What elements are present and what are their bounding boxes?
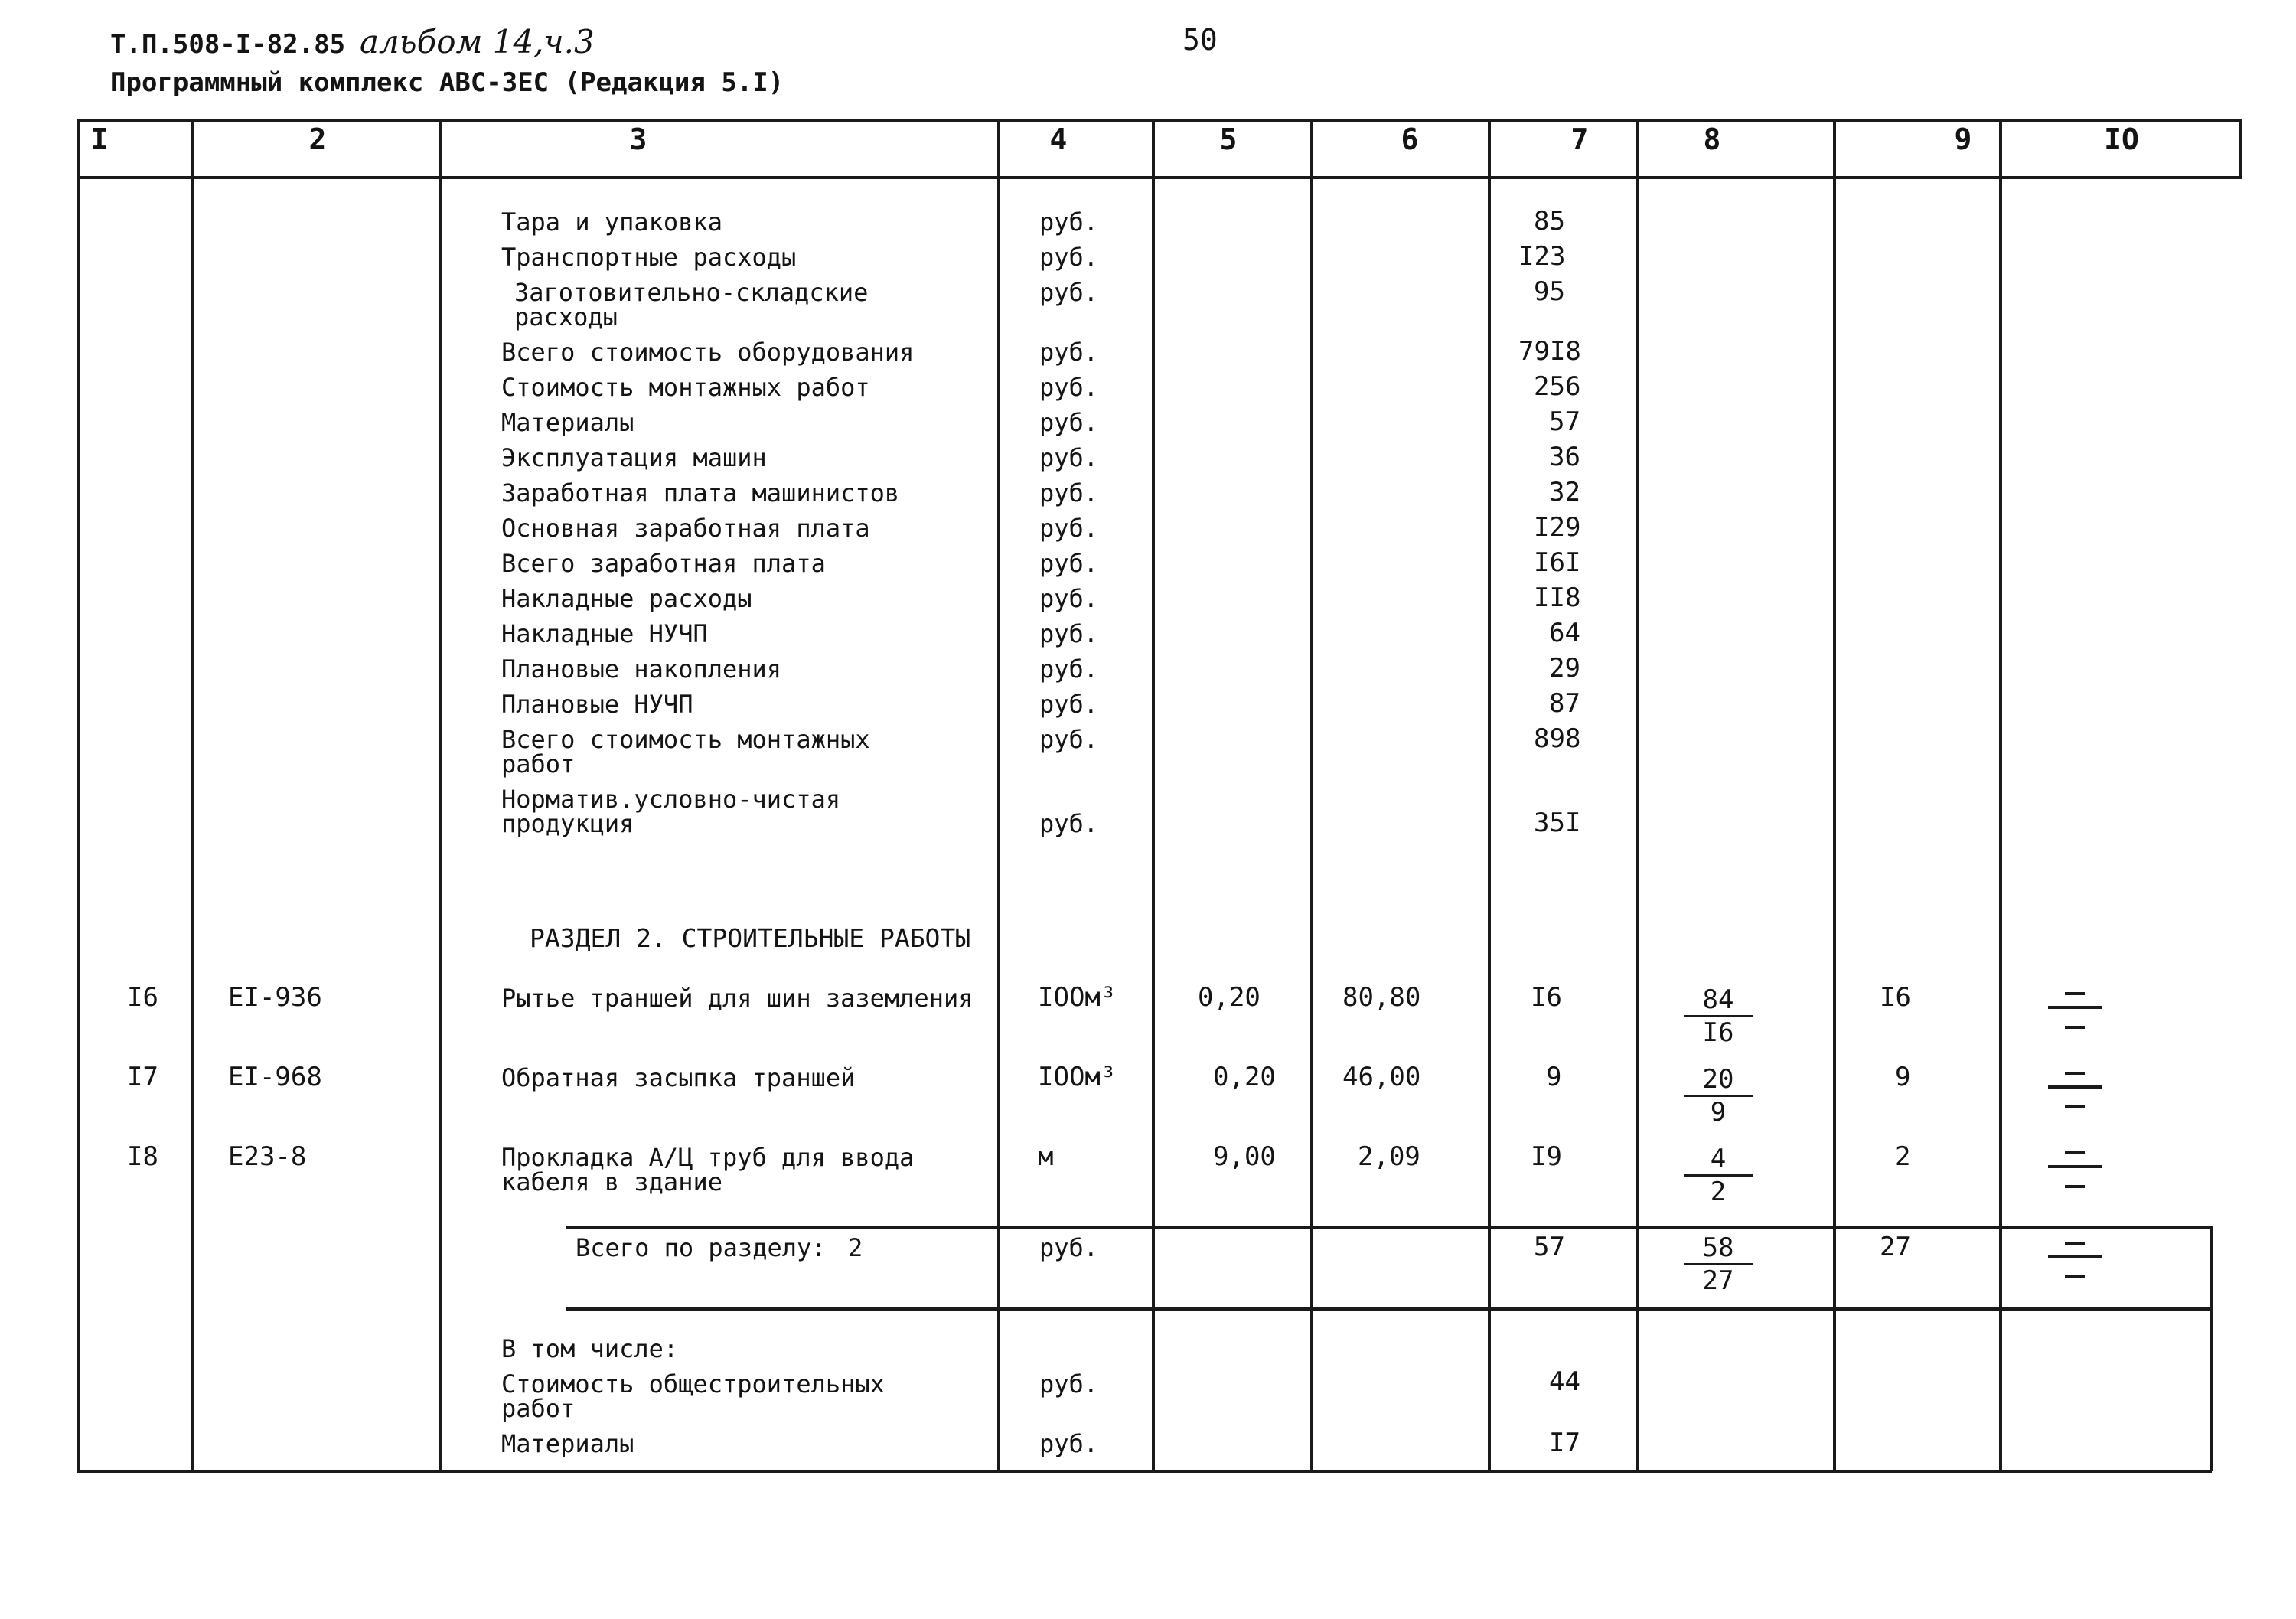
row-name: Всего заработная плата <box>501 549 826 578</box>
row-name: Плановые НУЧП <box>501 690 693 719</box>
row-name: Эксплуатация машин <box>501 443 767 472</box>
column-header-8: 8 <box>1703 122 1721 156</box>
work-name: Рытье траншей для шин заземления <box>501 984 974 1013</box>
column-header-7: 7 <box>1570 122 1589 156</box>
page-number: 50 <box>1182 23 1218 57</box>
row-amount: 64 <box>1549 618 1580 648</box>
row-unit: руб. <box>1039 725 1099 754</box>
row-name: Всего стоимость оборудования <box>501 338 915 367</box>
table-bottom-border <box>77 1470 2212 1473</box>
work-total: 9 <box>1546 1062 1562 1092</box>
row-amount: 87 <box>1549 688 1580 719</box>
row-name: Стоимость монтажных работ <box>501 373 870 402</box>
row-name: Стоимость общестроительных работ <box>501 1369 885 1423</box>
work-col9: 2 <box>1895 1141 1911 1172</box>
column-header-2: 2 <box>308 122 327 156</box>
work-quantity: 0,20 <box>1213 1062 1276 1092</box>
row-unit: руб. <box>1039 1429 1099 1458</box>
section-total-unit: руб. <box>1039 1233 1099 1262</box>
col-border-0 <box>77 119 80 1471</box>
row-amount: 36 <box>1549 442 1580 472</box>
fraction-top: 20 <box>1684 1064 1753 1097</box>
row-unit: руб. <box>1039 373 1099 402</box>
rate-code: E23-8 <box>228 1141 307 1172</box>
work-unit-price: 80,80 <box>1342 982 1421 1013</box>
col-border-10-lower <box>2210 1226 2213 1471</box>
fraction-bottom: I6 <box>1702 1017 1734 1048</box>
row-name: Всего стоимость монтажных работ <box>501 725 870 778</box>
work-unit-price: 2,09 <box>1358 1141 1420 1172</box>
row-unit: руб. <box>1039 408 1099 437</box>
column-header-5: 5 <box>1219 122 1238 156</box>
row-unit: руб. <box>1039 1369 1099 1399</box>
row-number: I8 <box>127 1141 158 1172</box>
rate-code: EI-968 <box>228 1062 322 1092</box>
section-total-number: 2 <box>848 1233 863 1262</box>
col-border-3 <box>997 119 1000 1471</box>
work-col9: I6 <box>1880 982 1911 1013</box>
row-unit: руб. <box>1039 584 1099 613</box>
row-amount: I29 <box>1534 512 1581 543</box>
row-name: Накладные НУЧП <box>501 619 708 648</box>
total-bottom-border <box>566 1307 2212 1311</box>
row-unit: руб. <box>1039 243 1099 272</box>
row-amount: I23 <box>1518 241 1566 272</box>
row-name: Тара и упаковка <box>501 207 722 237</box>
work-fraction-8 <box>1684 1064 1753 1128</box>
row-name: Материалы <box>501 1429 634 1458</box>
col-border-1 <box>191 119 194 1471</box>
row-unit: руб. <box>1039 514 1099 543</box>
column-header-1: I <box>90 122 109 156</box>
row-amount: 256 <box>1534 371 1581 402</box>
col-border-6 <box>1488 119 1491 1471</box>
col-border-9 <box>1999 119 2002 1471</box>
column-header-4: 4 <box>1049 122 1068 156</box>
row-name: Плановые накопления <box>501 654 782 684</box>
section-total-amount: 57 <box>1534 1232 1565 1262</box>
column-header-9: 9 <box>1954 122 1972 156</box>
row-amount: 85 <box>1534 206 1565 237</box>
work-name: Прокладка А/Ц труб для ввода кабеля в здание <box>501 1143 915 1196</box>
row-amount: 57 <box>1549 406 1580 437</box>
row-amount: 32 <box>1549 477 1580 508</box>
fraction-top: 58 <box>1684 1232 1753 1265</box>
row-unit: руб. <box>1039 619 1099 648</box>
row-amount: 95 <box>1534 276 1565 307</box>
work-unit: м <box>1038 1141 1054 1172</box>
empty-fraction-mark <box>2048 1148 2102 1202</box>
including-label: В том числе: <box>501 1334 679 1363</box>
col-border-7 <box>1636 119 1639 1471</box>
empty-fraction-mark <box>2048 1069 2102 1122</box>
work-col9: 9 <box>1895 1062 1911 1092</box>
document-subtitle: Программный комплекс АВС-ЗЕС (Редакция 5.I) <box>110 67 784 98</box>
row-amount: 29 <box>1549 653 1580 684</box>
fraction-bottom: 27 <box>1702 1265 1734 1296</box>
row-unit: руб. <box>1039 478 1099 508</box>
column-header-10: IO <box>2104 122 2139 156</box>
album-handwritten-note: альбом 14,ч.3 <box>360 23 595 60</box>
work-fraction-8 <box>1684 984 1753 1048</box>
work-total: I6 <box>1531 982 1562 1013</box>
col-border-2 <box>439 119 442 1471</box>
row-name: Материалы <box>501 408 634 437</box>
row-amount: II8 <box>1534 583 1581 613</box>
work-quantity: 0,20 <box>1198 982 1261 1013</box>
work-quantity: 9,00 <box>1213 1141 1276 1172</box>
row-amount: I6I <box>1534 547 1581 578</box>
row-unit: руб. <box>1039 443 1099 472</box>
row-unit: руб. <box>1039 690 1099 719</box>
row-amount: 898 <box>1534 723 1581 754</box>
row-amount: I7 <box>1549 1428 1580 1458</box>
fraction-bottom: 9 <box>1710 1097 1727 1128</box>
work-unit: IOOм³ <box>1038 1062 1117 1092</box>
empty-fraction-mark <box>2048 989 2102 1043</box>
col-border-5 <box>1310 119 1313 1471</box>
row-unit: руб. <box>1039 207 1099 237</box>
row-unit: руб. <box>1039 654 1099 684</box>
section-total-col9: 27 <box>1880 1232 1911 1262</box>
row-name: Транспортные расходы <box>501 243 797 272</box>
row-amount: 79I8 <box>1518 336 1581 367</box>
column-header-6: 6 <box>1401 122 1419 156</box>
work-fraction-8 <box>1684 1144 1753 1207</box>
fraction-top: 84 <box>1684 984 1753 1017</box>
work-total: I9 <box>1531 1141 1562 1172</box>
row-name: Основная заработная плата <box>501 514 870 543</box>
fraction-top: 4 <box>1684 1144 1753 1177</box>
section-title: РАЗДЕЛ 2. СТРОИТЕЛЬНЫЕ РАБОТЫ <box>530 923 971 953</box>
work-unit-price: 46,00 <box>1342 1062 1421 1092</box>
total-top-border <box>566 1226 2212 1229</box>
section-total-fraction-8 <box>1684 1232 1753 1296</box>
rate-code: EI-936 <box>228 982 322 1013</box>
row-name: Норматив.условно-чистая продукция <box>501 785 841 838</box>
column-header-3: 3 <box>629 122 647 156</box>
header-bottom-border <box>77 176 2242 179</box>
row-name: Заготовительно-складские расходы <box>514 278 869 331</box>
col-border-8 <box>1833 119 1836 1471</box>
row-name: Заработная плата машинистов <box>501 478 900 508</box>
section-total-label: Всего по разделу: <box>576 1233 827 1262</box>
row-amount: 44 <box>1549 1366 1580 1397</box>
row-unit: руб. <box>1039 338 1099 367</box>
work-unit: IOOм³ <box>1038 982 1117 1013</box>
col-border-4 <box>1152 119 1155 1471</box>
document-code: Т.П.508-I-82.85 <box>110 29 346 60</box>
work-name: Обратная засыпка траншей <box>501 1063 856 1092</box>
empty-fraction-mark <box>2048 1239 2102 1292</box>
row-number: I6 <box>127 982 158 1013</box>
row-unit: руб. <box>1039 278 1099 307</box>
row-unit: руб. <box>1039 549 1099 578</box>
row-number: I7 <box>127 1062 158 1092</box>
row-name: Накладные расходы <box>501 584 752 613</box>
row-unit: руб. <box>1039 809 1099 838</box>
row-amount: 35I <box>1534 808 1581 838</box>
fraction-bottom: 2 <box>1710 1177 1727 1207</box>
